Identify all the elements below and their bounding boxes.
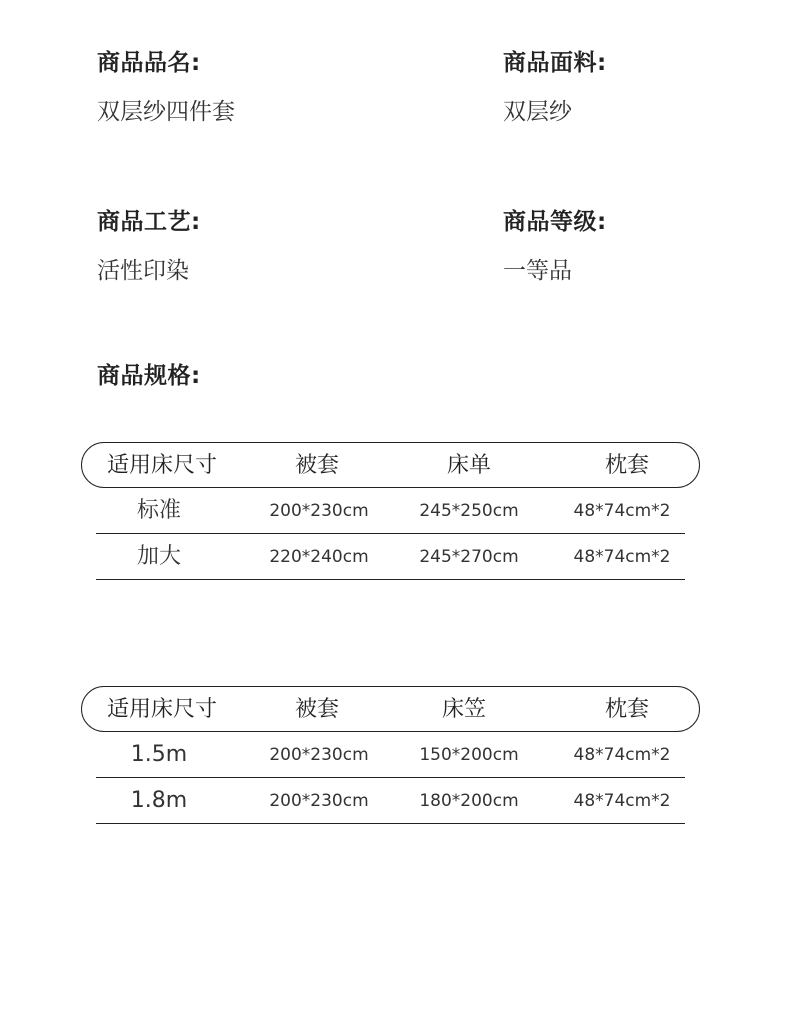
- cell-fitted-sheet: 180*200cm: [419, 791, 519, 811]
- cell-bed-size: 1.5m: [130, 742, 188, 767]
- cell-duvet-cover: 200*230cm: [269, 745, 369, 765]
- table-row: [96, 778, 685, 824]
- table-row: [96, 732, 685, 778]
- fabric-label: 商品面料:: [503, 50, 607, 76]
- craft-label: 商品工艺:: [97, 209, 201, 235]
- cell-bed-size: 加大: [136, 544, 181, 569]
- cell-pillowcase: 48*74cm*2: [573, 501, 671, 521]
- header-bed-size: 适用床尺寸: [106, 453, 217, 478]
- cell-duvet-cover: 220*240cm: [269, 547, 369, 567]
- table-row: [96, 488, 685, 534]
- fabric-value: 双层纱: [503, 99, 572, 125]
- cell-bed-size: 标准: [136, 498, 181, 523]
- table-body: [96, 488, 685, 580]
- cell-duvet-cover: 200*230cm: [269, 501, 369, 521]
- header-pillowcase: 枕套: [604, 453, 649, 478]
- product-name-label: 商品品名:: [97, 50, 201, 76]
- product-name-value: 双层纱四件套: [97, 99, 235, 125]
- grade-value: 一等品: [503, 258, 572, 284]
- header-fitted-sheet: 床笠: [441, 697, 486, 722]
- header-duvet-cover: 被套: [294, 453, 339, 478]
- cell-bed-sheet: 245*270cm: [419, 547, 519, 567]
- table-header: [81, 686, 700, 732]
- cell-bed-size: 1.8m: [130, 788, 188, 813]
- table-body: [96, 732, 685, 824]
- table-row: [96, 534, 685, 580]
- header-pillowcase: 枕套: [604, 697, 649, 722]
- header-bed-sheet: 床单: [446, 453, 491, 478]
- spec-table-fitted: [81, 686, 700, 824]
- field-spec: [97, 357, 201, 390]
- cell-duvet-cover: 200*230cm: [269, 791, 369, 811]
- table-header: [81, 442, 700, 488]
- cell-pillowcase: 48*74cm*2: [573, 791, 671, 811]
- cell-fitted-sheet: 150*200cm: [419, 745, 519, 765]
- grade-label: 商品等级:: [503, 209, 607, 235]
- cell-bed-sheet: 245*250cm: [419, 501, 519, 521]
- craft-value: 活性印染: [97, 258, 189, 284]
- field-fabric: [503, 44, 607, 126]
- field-craft: [97, 203, 201, 285]
- field-grade: [503, 203, 607, 285]
- field-product-name: [97, 44, 235, 126]
- spec-label: 商品规格:: [97, 363, 201, 389]
- header-bed-size: 适用床尺寸: [106, 697, 217, 722]
- spec-table-sheet: [81, 442, 700, 580]
- cell-pillowcase: 48*74cm*2: [573, 547, 671, 567]
- cell-pillowcase: 48*74cm*2: [573, 745, 671, 765]
- header-duvet-cover: 被套: [294, 697, 339, 722]
